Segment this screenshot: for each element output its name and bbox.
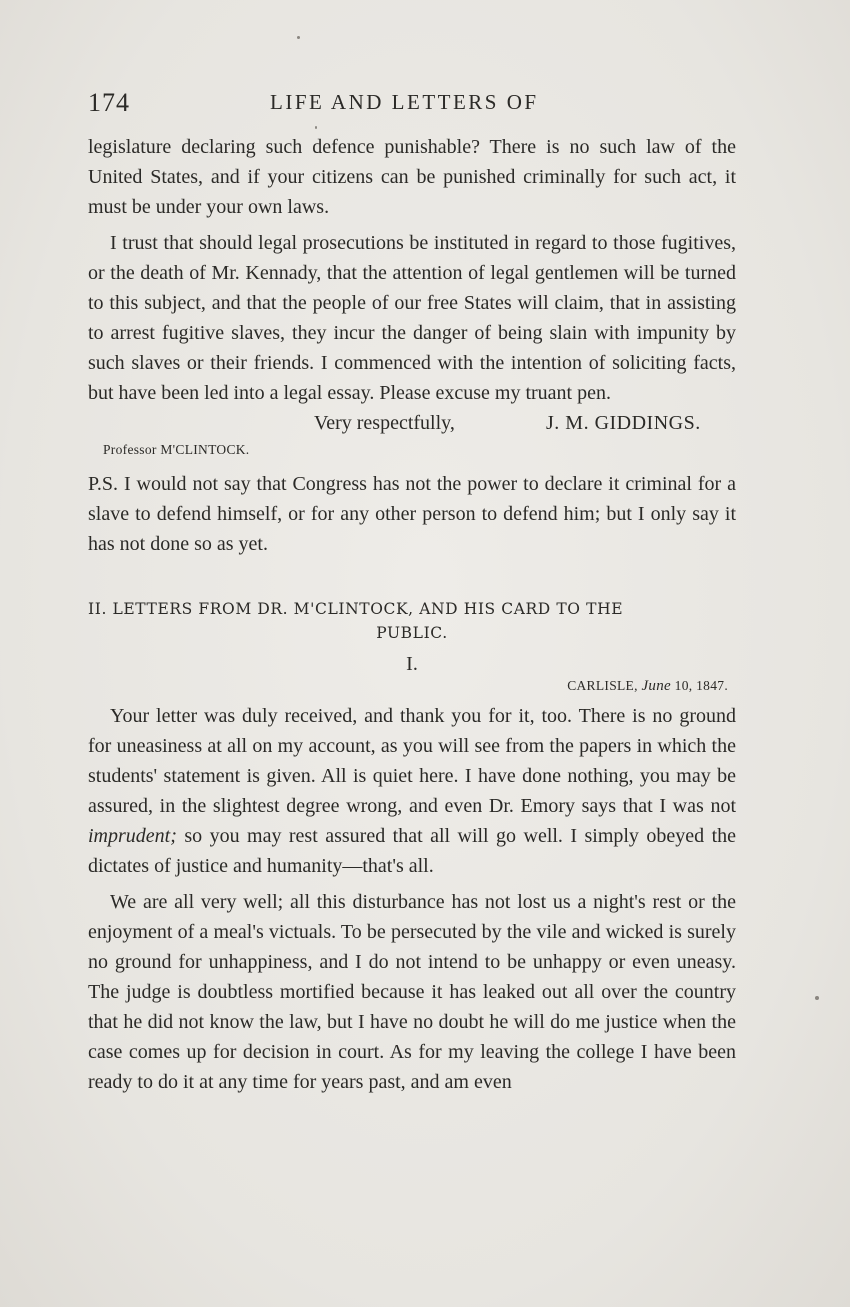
paper-speck xyxy=(315,126,317,129)
paragraph: I trust that should legal prosecutions be instituted in regard to those fugitives, or the death of Mr. Kennady, that the attention of legal gentlemen will be turned to this subject, and that the people of our free States will claim, that in assisting to arrest fugitive slaves, they incur the danger of being slain with impunity by such slaves or their friends. I commenced with the intention of soliciting facts, but have been led into a legal essay. Please excuse my truant pen. xyxy=(88,232,736,404)
section-heading xyxy=(88,597,736,645)
dateline-place: CARLISLE, xyxy=(567,678,638,693)
paragraph xyxy=(88,701,736,881)
page-header xyxy=(0,88,850,122)
page-number: 174 xyxy=(88,88,130,117)
paragraph: We are all very well; all this disturbance has not lost us a night's rest or the enjoyment of a meal's victuals. To be persecuted by the vile and wicked is surely no ground for unhappiness, and I do not intend to be unhappy or even uneasy. The judge is doubtless mortified because it has leaked out all over the country that he did not know the law, but I have no doubt he will do me justice when the case comes up for decision in court. As for my leaving the college I have been ready to do it at any time for years past, and am even xyxy=(88,891,736,1093)
section-heading-line: II. LETTERS FROM DR. M'CLINTOCK, AND HIS CARD TO THE xyxy=(88,600,624,618)
paragraph: legislature declaring such defence punishable? There is no such law of the United States, and if your citizens can be punished criminally for such act, it must be under your own laws. xyxy=(88,136,736,218)
letter-signoff xyxy=(88,408,736,438)
running-head: LIFE AND LETTERS OF xyxy=(270,90,539,114)
section-heading-line: PUBLIC. xyxy=(376,624,448,642)
emphasis: imprudent; xyxy=(88,825,177,847)
dateline-date: 10, 1847. xyxy=(674,678,728,693)
paragraph-text: so you may rest assured that all will go well. I simply obeyed the dictates of justice and humanity—that's all. xyxy=(88,825,737,877)
valediction: Very respectfully, xyxy=(314,412,455,434)
dateline-month: June xyxy=(641,678,671,694)
addressee: Professor M'CLINTOCK. xyxy=(103,442,250,457)
dateline xyxy=(88,677,728,695)
postscript: P.S. I would not say that Congress has not the power to declare it criminal for a slave to defend himself, or for any other person to defend him; but I only say it has not done so as yet. xyxy=(88,473,736,555)
paper-speck xyxy=(815,996,819,1000)
paper-speck xyxy=(297,36,300,39)
letter-number: I. xyxy=(406,653,418,675)
signature: J. M. GIDDINGS. xyxy=(546,412,701,434)
paragraph-text: Your letter was duly received, and thank you for it, too. There is no ground for uneasiness at all on my account, as you will see from the papers in which the students' statement is given. All is quiet here. I have done nothing, you may be assured, in the slightest degree wrong, and even Dr. Emory says that I was not xyxy=(88,705,736,817)
page-body xyxy=(88,132,736,1097)
